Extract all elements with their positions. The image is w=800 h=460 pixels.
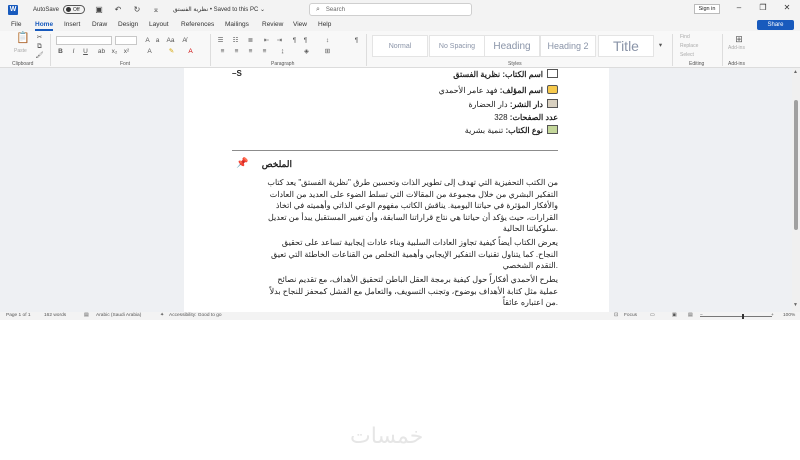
paragraph2-line: يعرض الكتاب أيضاً كيفية تجاوز العادات السلبية وبناء عادات إيجابية تساعد على تحقيق (281, 238, 558, 247)
style-heading-2[interactable] (540, 35, 596, 57)
sign-in-button[interactable]: Sign in (694, 4, 720, 14)
close-icon[interactable]: ✕ (783, 3, 791, 12)
status-bar (0, 312, 800, 320)
shading-icon[interactable]: ◈ (304, 48, 309, 55)
zoom-in-icon[interactable]: + (771, 313, 774, 318)
zoom-level[interactable]: 100% (783, 313, 796, 318)
accessibility-status[interactable]: Accessibility: Good to go (169, 313, 222, 318)
print-layout-icon[interactable]: ▣ (672, 313, 677, 318)
info-publisher-value: دار الحضارة (468, 100, 508, 109)
align-right-icon[interactable]: ≡ (248, 48, 253, 55)
info-publisher-label: دار النشر: (509, 100, 543, 109)
vertical-scrollbar[interactable] (792, 68, 800, 312)
cut-icon[interactable]: ✂ (36, 34, 43, 41)
clipboard-group-label: Clipboard (12, 61, 34, 67)
info-line-pages (494, 112, 558, 124)
pushpin-icon: 📌 (236, 158, 249, 169)
tab-layout[interactable]: Layout (149, 21, 169, 28)
autosave-label: AutoSave (33, 6, 60, 13)
style-heading-label: Heading (493, 40, 531, 52)
tab-draw[interactable]: Draw (92, 21, 108, 28)
styles-group-label: Styles (508, 61, 522, 67)
search-icon: ⌕ (316, 5, 320, 13)
paragraph1-line: القرارات، حيث يؤكد أن حياتنا هي نتاج قراراتنا السابقة، وأن تغيير المستقبل يبدأ من تعديل (268, 212, 558, 222)
redo-icon[interactable]: ↻ (133, 5, 141, 14)
multilevel-list-icon[interactable]: ≣ (247, 37, 254, 44)
customize-toolbar-icon[interactable]: ⌅ (152, 5, 160, 14)
info-genre-value: تنمية بشرية (464, 126, 504, 135)
separator (366, 34, 367, 66)
info-line-genre (465, 125, 558, 137)
find-button[interactable]: Find (680, 34, 690, 40)
house-icon (547, 99, 558, 108)
paragraph3-line: عملية مثل كتابة الأهداف بوضوح، وتجنب التسويف، والتعامل مع الفشل كمحفز للنجاح بدلاً (269, 286, 558, 296)
change-case-icon[interactable]: Aa (166, 37, 175, 44)
highlight-icon[interactable]: ✎ (168, 48, 175, 55)
document-page[interactable] (184, 68, 609, 312)
style-heading[interactable] (484, 35, 540, 57)
increase-indent-icon[interactable]: ⇥ (276, 37, 283, 44)
info-genre-label: نوع الكتاب: (505, 126, 543, 135)
styles-more-icon[interactable]: ▾ (658, 42, 663, 49)
italic-icon[interactable]: I (72, 48, 75, 55)
search-input[interactable] (309, 3, 472, 16)
font-family-select[interactable] (56, 36, 112, 45)
book-icon (547, 69, 558, 78)
restore-icon[interactable]: ❐ (759, 3, 767, 12)
tab-help[interactable]: Help (318, 21, 332, 28)
font-size-select[interactable] (115, 36, 137, 45)
separator (50, 34, 51, 66)
paragraph1-line: .سلوكياتنا الحالية (502, 224, 558, 233)
format-painter-icon[interactable]: 🖌 (35, 52, 44, 59)
word-logo-icon: W (9, 6, 17, 13)
scroll-down-icon[interactable]: ▼ (793, 302, 798, 308)
minimize-icon[interactable]: – (736, 3, 742, 12)
paragraph-group-label: Paragraph (271, 61, 295, 67)
menu-bar (0, 19, 800, 31)
paragraph1-line: والأفكار المؤثرة في حياتنا اليومية. يناقش الكاتب مفهوم الوعي الذاتي وأهميته في اتخاذ (275, 201, 558, 210)
ltr-direction-icon[interactable]: ¶ (292, 37, 297, 44)
style-no-spacing-label: No Spacing (438, 42, 476, 50)
decrease-indent-icon[interactable]: ⇤ (263, 37, 270, 44)
paragraph2-line: النجاح. كما يتناول تقنيات التفكير الإيجابي وأهمية التخلص من القناعات الخاطئة التي تعيق (271, 249, 558, 259)
zoom-slider[interactable] (700, 316, 772, 317)
font-group-label: Font (120, 61, 131, 67)
summary-heading: الملخص (261, 159, 292, 169)
autosave-toggle[interactable] (63, 5, 85, 14)
style-no-spacing[interactable] (429, 35, 485, 57)
strikethrough-icon[interactable]: ab (97, 48, 106, 55)
separator (722, 34, 723, 66)
show-marks-icon[interactable]: ¶ (354, 37, 359, 44)
info-pages-label: عدد الصفحات: (509, 113, 558, 122)
style-title-label: Title (613, 38, 639, 54)
align-center-icon[interactable]: ≡ (234, 48, 239, 55)
pen-icon (547, 85, 558, 94)
font-color-icon[interactable]: A (188, 48, 193, 55)
info-line-publisher (468, 99, 558, 111)
shrink-font-icon[interactable]: a (155, 37, 160, 44)
undo-icon[interactable]: ↶ (114, 5, 122, 14)
bullets-icon[interactable]: ☰ (217, 37, 224, 44)
tab-design[interactable]: Design (118, 21, 139, 28)
focus-icon[interactable]: ⊡ (614, 313, 619, 318)
line-spacing-icon[interactable]: ↨ (280, 48, 285, 55)
info-pages-value: 328 (494, 113, 508, 122)
toggle-knob-icon (66, 7, 71, 12)
grow-font-icon[interactable]: A (145, 37, 150, 44)
tab-insert[interactable]: Insert (64, 21, 81, 28)
addins-icon[interactable]: ⊞ (735, 34, 743, 44)
proofing-icon[interactable]: ▤ (84, 313, 89, 318)
share-label: Share (767, 22, 784, 28)
horizontal-rule (232, 150, 558, 151)
scroll-up-icon[interactable]: ▲ (793, 69, 798, 75)
language-indicator[interactable]: Arabic (Saudi Arabia) (96, 313, 142, 318)
search-placeholder: Search (325, 6, 345, 13)
tab-references[interactable]: References (181, 21, 215, 28)
word-count[interactable]: 162 words (44, 313, 67, 318)
ribbon (0, 31, 800, 68)
separator (672, 34, 673, 66)
paragraph1-line: التفكير البشري من خلال مجموعة من المقالات التي تسلط الضوء على العديد من العادات (269, 189, 558, 199)
info-title-label: اسم الكتاب: (502, 70, 543, 79)
style-normal[interactable] (372, 35, 428, 57)
style-heading-2-label: Heading 2 (547, 41, 589, 51)
underline-icon[interactable]: U (83, 48, 88, 55)
save-icon[interactable]: ▣ (95, 5, 103, 14)
tab-review[interactable]: Review (262, 21, 284, 28)
tab-mailings[interactable]: Mailings (225, 21, 249, 28)
superscript-icon[interactable]: x² (123, 48, 130, 55)
addins-group-label: Add-ins (728, 61, 745, 67)
subscript-icon[interactable]: x₂ (111, 48, 118, 55)
info-line-author (439, 85, 558, 97)
tab-home[interactable]: Home (35, 21, 54, 28)
zoom-slider-knob[interactable] (742, 314, 744, 319)
paste-icon[interactable]: 📋 (16, 32, 30, 44)
align-left-icon[interactable]: ≡ (220, 48, 225, 55)
page-count[interactable]: Page 1 of 1 (6, 313, 31, 318)
style-title[interactable] (598, 35, 654, 57)
editing-group-label: Editing (689, 61, 705, 67)
addins-button-label[interactable]: Add-ins (728, 45, 745, 51)
paragraph2-line: .التقدم الشخصي (502, 261, 558, 270)
paragraph3-line: يطرح الأحمدي أفكاراً حول كيفية برمجة العقل الباطن لتحقيق الأهداف، مع تقديم نصائح (277, 275, 558, 284)
web-layout-icon[interactable]: ▤ (688, 313, 693, 318)
bold-icon[interactable]: B (58, 48, 63, 55)
numbering-icon[interactable]: ☷ (232, 37, 239, 44)
autosave-toggle-state: Off (73, 6, 80, 13)
sort-icon[interactable]: ↕ (325, 37, 330, 44)
separator (210, 34, 211, 66)
style-normal-label: Normal (388, 42, 412, 50)
borders-icon[interactable]: ⊞ (324, 48, 331, 55)
read-mode-icon[interactable]: ▭ (650, 313, 655, 318)
share-button[interactable] (757, 20, 794, 30)
focus-mode[interactable]: Focus (624, 313, 638, 318)
text-cursor: –S (232, 69, 242, 78)
info-title-value: نظرية الفستق (453, 70, 501, 79)
justify-icon[interactable]: ≡ (262, 48, 267, 55)
paragraph3-line: .من اعتباره عائقاً (502, 298, 558, 307)
paragraph1-line: من الكتب التحفيزية التي تهدف إلى تطوير الذات وتحسين طرق "نظرية الفستق" يعد كتاب (267, 178, 558, 187)
clear-formatting-icon[interactable]: A̸ (182, 37, 187, 44)
rtl-direction-icon[interactable]: ¶ (303, 37, 308, 44)
replace-button[interactable]: Replace (680, 43, 699, 49)
select-button[interactable]: Select (680, 52, 694, 58)
copy-icon[interactable]: ⧉ (37, 43, 42, 50)
paste-label[interactable]: Paste (14, 48, 27, 54)
tag-icon (547, 125, 558, 134)
info-author-label: اسم المؤلف: (499, 86, 543, 95)
accessibility-icon: ✦ (160, 313, 165, 318)
info-author-value: فهد عامر الأحمدي (438, 86, 498, 95)
info-line-title (453, 69, 558, 81)
document-title[interactable]: نظرية الفستق • Saved to this PC ⌄ (173, 7, 266, 13)
scrollbar-thumb[interactable] (794, 100, 798, 230)
tab-file[interactable]: File (11, 21, 22, 28)
tab-view[interactable]: View (293, 21, 307, 28)
text-effects-icon[interactable]: A (147, 48, 152, 55)
watermark-logo: خمسات (350, 424, 424, 449)
